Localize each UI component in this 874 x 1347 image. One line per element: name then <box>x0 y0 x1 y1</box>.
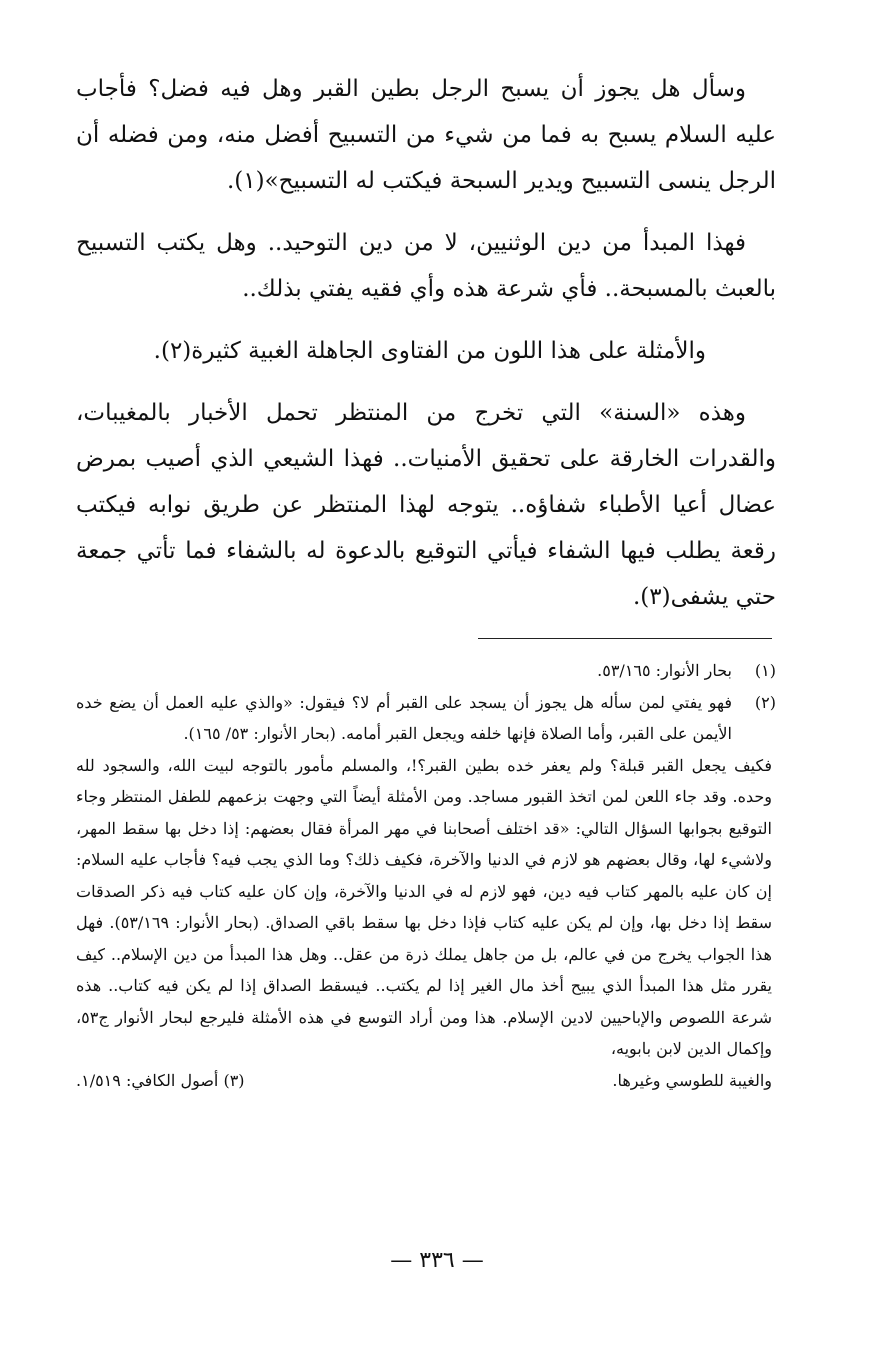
paragraph-1: وسأل هل يجوز أن يسبح الرجل بطين القبر وهل فيه فضل؟ فأجاب عليه السلام يسبح به فما من شيء من التسبيح أفضل منه، ومن فضله أن الرجل ينسى التسبيح ويدير السبحة فيكتب له التسبيح»(١). <box>76 76 776 194</box>
paragraph-3: والأمثلة على هذا اللون من الفتاوى الجاهلة الغبية كثيرة(٢). <box>153 338 706 364</box>
footnotes <box>76 655 776 1096</box>
main-text <box>76 66 776 636</box>
paragraph-2: فهذا المبدأ من دين الوثنيين، لا من دين التوحيد.. وهل يكتب التسبيح بالعبث بالمسبحة.. فأي شرعة هذه وأي فقيه يفتي بذلك.. <box>76 230 776 302</box>
footnote-2-text: فهو يفتي لمن سأله هل يجوز أن يسجد على القبر أم لا؟ فيقول: «والذي عليه العمل أن يضع خده الأيمن على القبر، وأما الصلاة فإنها خلفه ويجعل القبر أمامه. (بحار الأنوار: ٥٣/ ١٦٥). <box>76 692 732 743</box>
footnote-2 <box>76 687 776 750</box>
footnote-last-line <box>76 1065 776 1097</box>
footnote-1-number: (١) <box>754 661 776 680</box>
page-number: — ٣٣٦ — <box>390 1248 484 1273</box>
paragraph-4: وهذه «السنة» التي تخرج من المنتظر تحمل الأخبار بالمغيبات، والقدرات الخارقة على تحقيق الأمنيات.. فهذا الشيعي الذي أصيب بمرض عضال أعيا الأطباء شفاؤه.. يتوجه لهذا المنتظر عن طريق نوابه فيكتب رقعة يطلب فيها الشفاء فيأتي التوقيع بالدعوة له بالشفاء فما تأتي جمعة حتي يشفى(٣). <box>76 400 776 610</box>
footnote-separator <box>478 638 772 639</box>
footnote-2-continuation: فكيف يجعل القبر قبلة؟ ولم يعفر خده بطين القبر؟!، والمسلم مأمور بالتوجه لبيت الله، والسجود لله وحده. وقد جاء اللعن لمن اتخذ القبور مساجد. ومن الأمثلة أيضاً التي وجهت بزعمهم للطفل المنتظر وجاء التوقيع بجوابها السؤال التالي: «قد اختلف أصحابنا في مهر المرأة فقال بعضهم: إذا دخل بها سقط المهر، ولاشيء لها، وقال بعضهم هو لازم في الدنيا والآخرة، فكيف ذلك؟ وما الذي يجب فيه؟ فأجاب عليه السلام: إن كان عليه بالمهر كتاب فيه دين، فهو لازم له في الدنيا والآخرة، وإن كان عليه كتاب فيه ذكر الصدقات سقط إذا دخل بها، وإن لم يكن عليه كتاب فإذا دخل بها سقط باقي الصداق. (بحار الأنوار: ٥٣/١٦٩). فهل هذا الجواب يخرج من في عالم، بل من جاهل يملك ذرة من عقل.. وهل هذا المبدأ من دين الإسلام.. كيف يقرر مثل هذا المبدأ الذي يبيح أخذ مال الغير إذا لم يكتب.. فيسقط الصداق إذا لم يكن فيه كتاب.. هذه شرعة اللصوص والإباحيين لادين الإسلام. هذا ومن أراد التوسع في هذه الأمثلة فليرجع لبحار الأنوار ج٥٣، وإكمال الدين لابن بابويه، <box>76 755 773 1058</box>
footnote-3: (٣) أصول الكافي: ١/٥١٩. <box>76 1070 245 1090</box>
footnote-1-text: بحار الأنوار: ٥٣/١٦٥. <box>597 661 732 680</box>
footnote-1 <box>76 655 776 687</box>
footnote-2-last-line: والغيبة للطوسي وغيرها. <box>612 1070 772 1090</box>
footnote-2-number: (٢) <box>754 692 776 712</box>
